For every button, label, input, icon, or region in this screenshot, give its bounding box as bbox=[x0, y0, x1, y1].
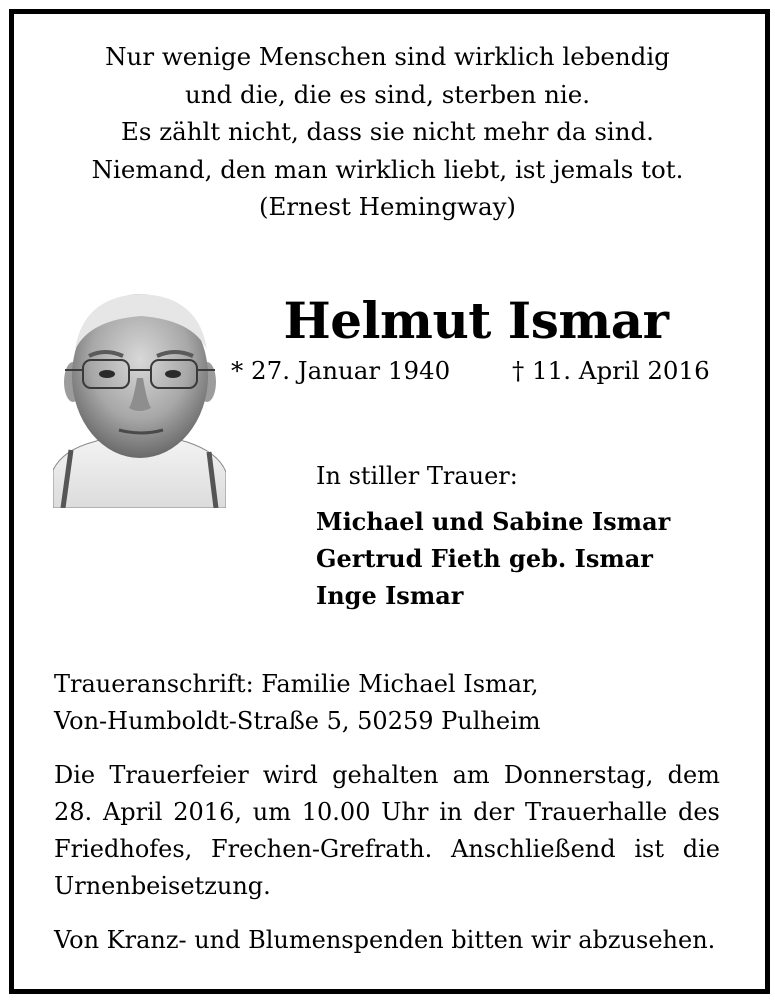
address-line: Von-Humboldt-Straße 5, 50259 Pulheim bbox=[54, 707, 541, 735]
ceremony-line: Die Trauerfeier wird gehalten am Donnerstag, dem bbox=[54, 761, 720, 789]
quote-line: Nur wenige Menschen sind wirklich lebendig bbox=[105, 42, 670, 71]
mourner-name: Inge Ismar bbox=[316, 581, 464, 610]
mourning-address bbox=[54, 666, 541, 740]
mourner-name: Michael und Sabine Ismar bbox=[316, 507, 671, 536]
address-line: Traueranschrift: Familie Michael Ismar, bbox=[54, 670, 539, 698]
birth-date: * 27. Januar 1940 bbox=[231, 356, 451, 385]
portrait-photo bbox=[53, 290, 226, 508]
death-date: † 11. April 2016 bbox=[512, 356, 710, 385]
ceremony-line: Friedhofes, Frechen-Grefrath. Anschließend ist die bbox=[54, 835, 720, 863]
deceased-name: Helmut Ismar bbox=[283, 291, 669, 350]
mourners-list bbox=[316, 503, 670, 614]
quote-attribution: (Ernest Hemingway) bbox=[258, 192, 516, 221]
quote-line: Niemand, den man wirklich liebt, ist jemals tot. bbox=[91, 154, 684, 184]
quote-line: Es zählt nicht, dass sie nicht mehr da sind. bbox=[121, 117, 654, 146]
quote-line: und die, die es sind, sterben nie. bbox=[184, 79, 590, 109]
mourner-name: Gertrud Fieth geb. Ismar bbox=[316, 544, 653, 573]
mourning-intro: In stiller Trauer: bbox=[316, 462, 518, 490]
ceremony-line: Urnenbeisetzung. bbox=[54, 872, 271, 900]
memorial-quote bbox=[0, 38, 775, 226]
ceremony-line: 28. April 2016, um 10.00 Uhr in der Trauerhalle des bbox=[54, 798, 720, 826]
closing-request: Von Kranz- und Blumenspenden bitten wir abzusehen. bbox=[54, 926, 716, 954]
ceremony-details bbox=[54, 757, 720, 905]
